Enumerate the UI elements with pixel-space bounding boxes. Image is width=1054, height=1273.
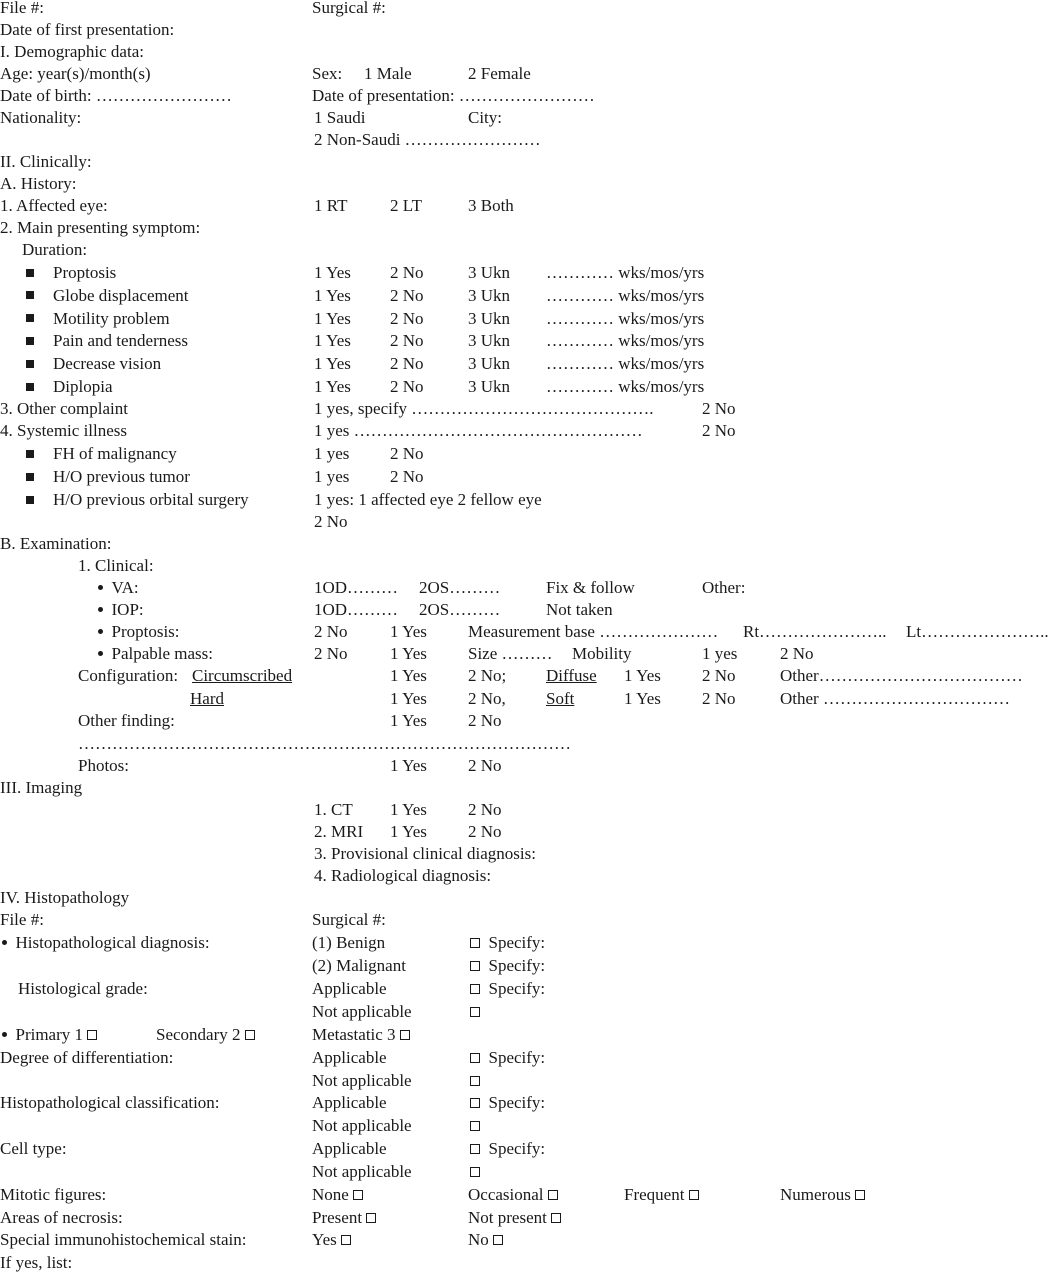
symptom-bullet	[26, 309, 34, 329]
checkbox-icon[interactable]	[341, 1235, 351, 1245]
symptom-no-option[interactable]: 2 No	[390, 331, 424, 351]
configuration-other-field[interactable]: Other………………………………	[780, 666, 1023, 685]
cell-not-applicable-option[interactable]	[470, 1162, 480, 1182]
histo-diagnosis-label-text: Histopathological diagnosis:	[15, 933, 210, 952]
bullet-icon	[98, 607, 103, 612]
differentiation-label: Degree of differentiation:	[0, 1048, 174, 1067]
soft-label: Soft	[546, 689, 575, 708]
specify-label: Specify:	[488, 1093, 546, 1112]
bullet-icon	[2, 1032, 7, 1037]
mitotic-figures-label: Mitotic figures:	[0, 1185, 107, 1204]
cell-applicable-label: Applicable	[312, 1139, 387, 1158]
va-label	[98, 578, 139, 598]
va-label-text: VA:	[111, 578, 139, 597]
hard-yes-option[interactable]: 1 Yes	[390, 689, 427, 708]
mitotic-occasional-option[interactable]	[468, 1185, 558, 1205]
benign-label: (1) Benign	[312, 933, 386, 952]
symptom-bullet	[26, 286, 34, 306]
history-yes-option[interactable]: 1 yes: 1 affected eye 2 fellow eye	[314, 490, 542, 509]
checkbox-icon[interactable]	[689, 1190, 699, 1200]
classification-label: Histopathological classification:	[0, 1093, 220, 1112]
symptom-duration-field[interactable]: ………… wks/mos/yrs	[546, 377, 705, 396]
other-finding-no-option[interactable]: 2 No	[468, 711, 502, 730]
malignant-label: (2) Malignant	[312, 956, 406, 975]
symptom-yes-option[interactable]: 1 Yes	[314, 263, 351, 282]
symptom-yes-option[interactable]: 1 Yes	[314, 377, 351, 396]
cell-label: Cell type:	[0, 1139, 67, 1158]
classification-applicable-label: Applicable	[312, 1093, 387, 1112]
none-label: None	[312, 1185, 349, 1204]
no-label: No	[468, 1230, 489, 1249]
other-finding-field[interactable]: ……………………………………………………………………………	[78, 734, 571, 753]
symptom-no-option[interactable]: 2 No	[390, 377, 424, 396]
differentiation-applicable-option[interactable]	[470, 1048, 545, 1068]
symptom-unknown-option[interactable]: 3 Ukn	[468, 377, 511, 396]
affected-eye-option-both[interactable]: 3 Both	[468, 196, 514, 215]
occasional-label: Occasional	[468, 1185, 544, 1204]
checkbox-icon[interactable]	[470, 1121, 480, 1131]
present-label: Present	[312, 1208, 363, 1227]
symptom-no-option[interactable]: 2 No	[390, 285, 424, 305]
symptom-yes-option[interactable]: 1 Yes	[314, 285, 351, 305]
checkbox-icon[interactable]	[470, 1167, 480, 1177]
checkbox-icon[interactable]	[470, 1053, 480, 1063]
sex-option-male[interactable]: 1 Male	[364, 64, 412, 83]
palpable-mass-label	[98, 644, 213, 664]
differentiation-applicable-label: Applicable	[312, 1048, 387, 1067]
specify-label: Specify:	[488, 933, 546, 952]
mobility-no-option[interactable]: 2 No	[780, 644, 814, 663]
symptom-name: Proptosis	[53, 263, 117, 282]
symptom-unknown-option[interactable]: 3 Ukn	[468, 308, 511, 328]
checkbox-icon[interactable]	[548, 1190, 558, 1200]
mitotic-none-option[interactable]	[312, 1185, 363, 1205]
malignant-option[interactable]	[470, 956, 545, 976]
palpable-mass-label-text: Palpable mass:	[111, 644, 214, 663]
photos-label: Photos:	[78, 756, 130, 775]
differentiation-not-applicable-option[interactable]	[470, 1071, 480, 1091]
symptom-bullet	[26, 377, 34, 397]
symptom-duration-field[interactable]: ………… wks/mos/yrs	[546, 285, 705, 305]
diffuse-yes-option[interactable]: 1 Yes	[624, 666, 661, 685]
histological-grade-label: Histological grade:	[18, 979, 148, 998]
nationality-option-saudi[interactable]: 1 Saudi	[314, 108, 366, 127]
checkbox-icon[interactable]	[87, 1030, 97, 1040]
mitotic-numerous-option[interactable]	[780, 1185, 865, 1205]
checkbox-icon[interactable]	[470, 1144, 480, 1154]
specify-label: Specify:	[488, 1048, 546, 1067]
checkbox-icon[interactable]	[353, 1190, 363, 1200]
section-histopathology-title: IV. Histopathology	[0, 888, 130, 907]
square-bullet-icon	[26, 450, 34, 458]
circumscribed-label: Circumscribed	[192, 666, 293, 685]
mass-size-field[interactable]: Size ………	[468, 644, 553, 663]
ct-no-option[interactable]: 2 No	[468, 800, 502, 819]
secondary-label: Secondary 2	[156, 1025, 241, 1044]
other-complaint-label: 3. Other complaint	[0, 399, 128, 418]
histo-file-number-label: File #:	[0, 910, 44, 929]
diffuse-label: Diffuse	[546, 666, 597, 685]
square-bullet-icon	[26, 383, 34, 391]
va-other-label: Other:	[702, 578, 746, 597]
proptosis-rt-field[interactable]: Rt…………………..	[743, 622, 887, 641]
classification-not-applicable-label: Not applicable	[312, 1116, 412, 1135]
history-item-name: FH of malignancy	[53, 444, 177, 463]
city-label: City:	[468, 108, 503, 127]
duration-label: Duration:	[22, 240, 88, 259]
not-present-label: Not present	[468, 1208, 547, 1227]
orbital-surgery-no-option[interactable]: 2 No	[314, 512, 348, 531]
primary-label: Primary 1	[15, 1025, 84, 1044]
checkbox-icon[interactable]	[366, 1213, 376, 1223]
symptom-name: Pain and tenderness	[53, 331, 189, 351]
bullet-icon	[2, 940, 7, 945]
immuno-stain-label: Special immunohistochemical stain:	[0, 1230, 247, 1249]
symptom-unknown-option[interactable]: 3 Ukn	[468, 331, 511, 351]
proptosis-no-option[interactable]: 2 No	[314, 622, 348, 641]
symptom-yes-option[interactable]: 1 Yes	[314, 354, 351, 374]
proptosis-exam-label	[98, 622, 180, 642]
proptosis-exam-label-text: Proptosis:	[111, 622, 180, 641]
provisional-diagnosis-label: 3. Provisional clinical diagnosis:	[314, 844, 536, 863]
history-bullet	[26, 490, 34, 510]
square-bullet-icon	[26, 360, 34, 368]
sex-label: Sex:	[312, 64, 343, 83]
symptom-no-option[interactable]: 2 No	[390, 308, 424, 328]
file-number-label: File #:	[0, 0, 44, 17]
grade-not-applicable-label: Not applicable	[312, 1002, 412, 1021]
va-fix-follow-option[interactable]: Fix & follow	[546, 578, 635, 597]
nationality-option-non-saudi[interactable]: 2 Non-Saudi ……………………	[314, 130, 541, 149]
cell-applicable-option[interactable]	[470, 1139, 545, 1159]
necrosis-present-option[interactable]	[312, 1208, 376, 1228]
other-complaint-yes-field[interactable]: 1 yes, specify …………………………………….	[314, 399, 654, 418]
iop-label-text: IOP:	[111, 600, 144, 619]
iop-os-field[interactable]: 2OS………	[419, 600, 501, 619]
differentiation-not-applicable-label: Not applicable	[312, 1071, 412, 1090]
symptom-bullet	[26, 354, 34, 374]
checkbox-icon[interactable]	[245, 1030, 255, 1040]
radiological-diagnosis-label: 4. Radiological diagnosis:	[314, 866, 492, 885]
proptosis-yes-option[interactable]: 1 Yes	[390, 622, 427, 641]
frequent-label: Frequent	[624, 1185, 685, 1204]
ct-yes-option[interactable]: 1 Yes	[390, 800, 427, 819]
iop-label	[98, 600, 144, 620]
metastatic-label: Metastatic 3	[312, 1025, 396, 1044]
examination-title: B. Examination:	[0, 534, 112, 553]
measurement-base-field[interactable]: Measurement base …………………	[468, 622, 719, 641]
mri-label: 2. MRI	[314, 822, 364, 841]
symptom-name: Motility problem	[53, 308, 170, 328]
section-clinically-title: II. Clinically:	[0, 152, 92, 171]
mri-yes-option[interactable]: 1 Yes	[390, 822, 427, 841]
checkbox-icon[interactable]	[400, 1030, 410, 1040]
history-bullet	[26, 444, 34, 464]
histo-diagnosis-label	[2, 933, 210, 953]
numerous-label: Numerous	[780, 1185, 851, 1204]
grade-applicable-label: Applicable	[312, 979, 387, 998]
necrosis-not-present-option[interactable]	[468, 1208, 561, 1228]
soft-no-option[interactable]: 2 No	[702, 689, 736, 708]
symptom-no-option[interactable]: 2 No	[390, 354, 424, 374]
history-yes-option[interactable]: 1 yes	[314, 444, 350, 463]
necrosis-label: Areas of necrosis:	[0, 1208, 123, 1227]
symptom-yes-option[interactable]: 1 Yes	[314, 331, 351, 351]
section-demographic-title: I. Demographic data:	[0, 42, 144, 61]
configuration-label: Configuration:	[78, 666, 179, 685]
va-od-field[interactable]: 1OD………	[314, 578, 399, 597]
square-bullet-icon	[26, 269, 34, 277]
bullet-icon	[98, 585, 103, 590]
history-yes-option[interactable]: 1 yes	[314, 467, 350, 486]
date-first-presentation-label: Date of first presentation:	[0, 20, 175, 39]
square-bullet-icon	[26, 496, 34, 504]
symptom-name: Diplopia	[53, 377, 113, 396]
square-bullet-icon	[26, 314, 34, 322]
square-bullet-icon	[26, 291, 34, 299]
systemic-illness-yes-field[interactable]: 1 yes ……………………………………………	[314, 421, 643, 440]
symptom-bullet	[26, 263, 34, 283]
photos-yes-option[interactable]: 1 Yes	[390, 756, 427, 775]
histo-surgical-number-label: Surgical #:	[312, 910, 386, 929]
surgical-number-label: Surgical #:	[312, 0, 386, 17]
iop-od-field[interactable]: 1OD………	[314, 600, 399, 619]
iop-not-taken-option[interactable]: Not taken	[546, 600, 613, 619]
other-finding-yes-option[interactable]: 1 Yes	[390, 711, 427, 730]
diffuse-no-option[interactable]: 2 No	[702, 666, 736, 685]
classification-applicable-option[interactable]	[470, 1093, 545, 1113]
sex-option-female[interactable]: 2 Female	[468, 64, 531, 83]
mri-no-option[interactable]: 2 No	[468, 822, 502, 841]
soft-yes-option[interactable]: 1 Yes	[624, 689, 661, 708]
symptom-duration-field[interactable]: ………… wks/mos/yrs	[546, 263, 705, 282]
consistency-other-field[interactable]: Other ……………………………	[780, 689, 1010, 708]
symptom-unknown-option[interactable]: 3 Ukn	[468, 285, 511, 305]
cell-not-applicable-label: Not applicable	[312, 1162, 412, 1181]
checkbox-icon[interactable]	[493, 1235, 503, 1245]
checkbox-icon[interactable]	[855, 1190, 865, 1200]
square-bullet-icon	[26, 473, 34, 481]
symptom-bullet	[26, 331, 34, 351]
symptom-yes-option[interactable]: 1 Yes	[314, 308, 351, 328]
symptom-duration-field[interactable]: ………… wks/mos/yrs	[546, 354, 705, 374]
stain-yes-option[interactable]	[312, 1230, 351, 1250]
symptom-duration-field[interactable]: ………… wks/mos/yrs	[546, 308, 705, 328]
classification-not-applicable-option[interactable]	[470, 1116, 480, 1136]
history-no-option[interactable]: 2 No	[390, 444, 424, 463]
history-title: A. History:	[0, 174, 77, 193]
specify-label: Specify:	[488, 1139, 546, 1158]
symptom-unknown-option[interactable]: 3 Ukn	[468, 354, 511, 374]
history-no-option[interactable]: 2 No	[390, 467, 424, 486]
mass-no-option[interactable]: 2 No	[314, 644, 348, 663]
nationality-label: Nationality:	[0, 108, 82, 127]
yes-label: Yes	[312, 1230, 337, 1249]
section-imaging-title: III. Imaging	[0, 778, 83, 797]
specify-label: Specify:	[488, 956, 546, 975]
history-item-name: H/O previous tumor	[53, 467, 190, 486]
hard-no-option[interactable]: 2 No,	[468, 689, 506, 708]
secondary-option[interactable]	[156, 1025, 255, 1045]
systemic-illness-no-option[interactable]: 2 No	[702, 421, 736, 440]
stain-no-option[interactable]	[468, 1230, 503, 1250]
proptosis-lt-field[interactable]: Lt…………………..	[906, 622, 1049, 641]
square-bullet-icon	[26, 337, 34, 345]
ct-label: 1. CT	[314, 800, 353, 819]
age-label: Age: year(s)/month(s)	[0, 64, 151, 83]
circumscribed-yes-option[interactable]: 1 Yes	[390, 666, 427, 685]
checkbox-icon[interactable]	[470, 1098, 480, 1108]
bullet-icon	[98, 651, 103, 656]
va-os-field[interactable]: 2OS………	[419, 578, 501, 597]
checkbox-icon[interactable]	[470, 984, 480, 994]
metastatic-option[interactable]	[312, 1025, 410, 1045]
clinical-subtitle: 1. Clinical:	[78, 556, 154, 575]
checkbox-icon[interactable]	[470, 1076, 480, 1086]
symptom-name: Globe displacement	[53, 285, 189, 305]
mitotic-frequent-option[interactable]	[624, 1185, 699, 1205]
affected-eye-option-rt[interactable]: 1 RT	[314, 196, 348, 215]
affected-eye-label: 1. Affected eye:	[0, 196, 108, 215]
symptom-name: Decrease vision	[53, 354, 162, 374]
checkbox-icon[interactable]	[551, 1213, 561, 1223]
circumscribed-no-option[interactable]: 2 No;	[468, 666, 507, 685]
checkbox-icon[interactable]	[470, 938, 480, 948]
grade-applicable-option[interactable]	[470, 979, 545, 999]
other-complaint-no-option[interactable]: 2 No	[702, 399, 736, 418]
mass-yes-option[interactable]: 1 Yes	[390, 644, 427, 663]
if-yes-list-label: If yes, list:	[0, 1253, 73, 1272]
grade-not-applicable-option[interactable]	[470, 1002, 480, 1022]
date-of-presentation-field[interactable]: Date of presentation: ……………………	[312, 86, 595, 105]
date-of-birth-field[interactable]: Date of birth: ……………………	[0, 86, 232, 105]
mobility-yes-option[interactable]: 1 yes	[702, 644, 738, 663]
primary-option[interactable]	[2, 1025, 97, 1045]
symptom-duration-field[interactable]: ………… wks/mos/yrs	[546, 331, 705, 351]
history-item-name: H/O previous orbital surgery	[53, 490, 249, 509]
specify-label: Specify:	[488, 979, 546, 998]
symptom-no-option[interactable]: 2 No	[390, 263, 424, 282]
systemic-illness-label: 4. Systemic illness	[0, 421, 128, 440]
checkbox-icon[interactable]	[470, 961, 480, 971]
mobility-label: Mobility	[572, 644, 632, 663]
checkbox-icon[interactable]	[470, 1007, 480, 1017]
photos-no-option[interactable]: 2 No	[468, 756, 502, 775]
affected-eye-option-lt[interactable]: 2 LT	[390, 196, 422, 215]
main-symptom-label: 2. Main presenting symptom:	[0, 218, 201, 237]
benign-option[interactable]	[470, 933, 545, 953]
history-bullet	[26, 467, 34, 487]
bullet-icon	[98, 629, 103, 634]
symptom-unknown-option[interactable]: 3 Ukn	[468, 263, 511, 282]
hard-label: Hard	[190, 689, 224, 708]
other-finding-label: Other finding:	[78, 711, 175, 730]
